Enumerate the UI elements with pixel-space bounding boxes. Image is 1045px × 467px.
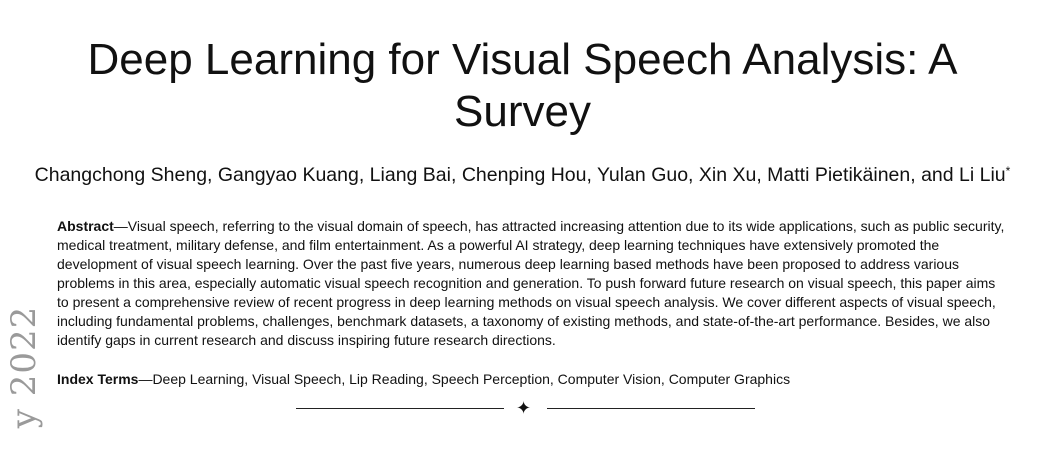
abstract-paragraph xyxy=(57,217,1005,350)
index-terms-text: —Deep Learning, Visual Speech, Lip Reading, Speech Perception, Computer Vision, Computer Graphics xyxy=(138,371,791,387)
separator-rule-right xyxy=(547,408,755,409)
corresponding-author-mark: * xyxy=(1005,164,1011,178)
paper-title-line-1: Deep Learning for Visual Speech Analysis: A xyxy=(87,35,958,84)
author-names: Changchong Sheng, Gangyao Kuang, Liang Bai, Chenping Hou, Yulan Guo, Xin Xu, Matti Pietikäinen, and Li Liu xyxy=(34,164,1006,186)
paper-title-line-2: Survey xyxy=(454,87,591,136)
index-terms-label: Index Terms xyxy=(57,371,139,387)
paper-title xyxy=(0,34,1045,138)
separator-rule-left xyxy=(296,408,504,409)
abstract-label: Abstract xyxy=(57,218,114,234)
arxiv-side-stamp: y 2022 xyxy=(4,305,44,429)
author-list xyxy=(0,158,1045,188)
index-terms-paragraph xyxy=(57,370,1005,389)
separator-diamond-icon: ✦ xyxy=(516,398,532,418)
abstract-text: —Visual speech, referring to the visual domain of speech, has attracted increasing attention due to its wide applications, such as public security, medical treatment, military defense, and film entertainment. As a powerful AI strategy, deep learning techniques have extensively promoted the development of visual speech learning. Over the past five years, numerous deep learning based methods have been proposed to address various problems in this area, especially automatic visual speech recognition and generation. To push forward future research on visual speech, this paper aims to present a comprehensive review of recent progress in deep learning methods on visual speech analysis. We cover different aspects of visual speech, including fundamental problems, challenges, benchmark datasets, a taxonomy of existing methods, and state-of-the-art performance. Besides, we also identify gaps in current research and discuss inspiring future research directions. xyxy=(57,218,1005,348)
